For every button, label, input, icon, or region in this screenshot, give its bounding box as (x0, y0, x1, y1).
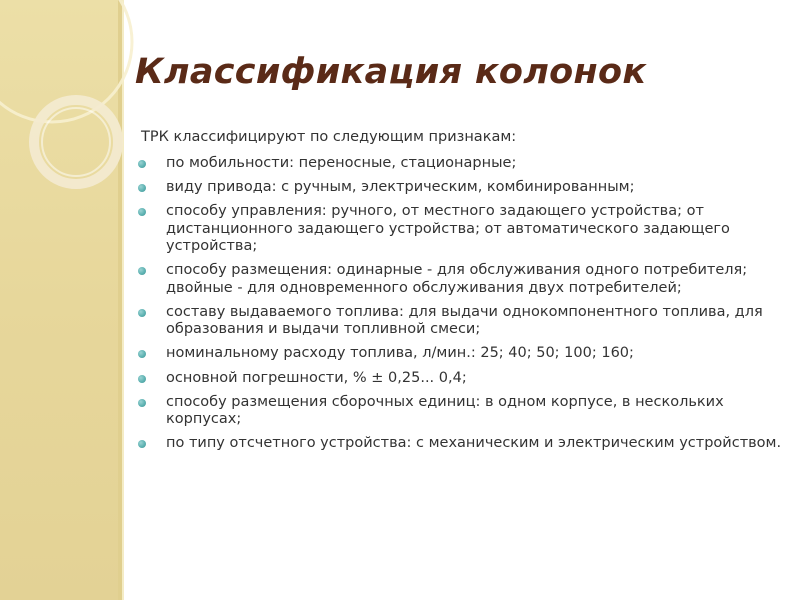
list-item-text: способу размещения: одинарные - для обслуживания одного потребителя; двойные - для одновременного обслуживания двух потребителей; (166, 262, 748, 296)
list-item-text: номинальному расходу топлива, л/мин.: 25; 40; 50; 100; 160; (166, 345, 634, 362)
list-item (132, 203, 782, 256)
list-item-text: способу управления: ручного, от местного задающего устройства; от дистанционного задающего устройства; от автоматического задающего устройства; (166, 203, 730, 255)
list-item (132, 179, 782, 197)
slide-title: Классификация колонок (135, 52, 647, 92)
list-item-text: способу размещения сборочных единиц: в одном корпусе, в нескольких корпусах; (166, 393, 724, 428)
list-item (132, 370, 782, 388)
bullet-icon (138, 184, 146, 192)
list-item (132, 262, 782, 297)
intro-text: ТРК классифицируют по следующим признакам: (141, 129, 517, 145)
bullet-icon (138, 309, 146, 317)
list-item-text: по мобильности: переносные, стационарные; (166, 155, 517, 171)
bullet-icon (138, 399, 146, 407)
decorative-rings (0, 0, 140, 260)
list-item-text: виду привода: с ручным, электрическим, комбинированным; (166, 179, 635, 196)
list-item-text: основной погрешности, % ± 0,25... 0,4; (166, 369, 467, 386)
list-item-text: составу выдаваемого топлива: для выдачи однокомпонентного топлива, для образования и выдачи топливной смеси; (166, 303, 763, 338)
classification-list (132, 155, 782, 459)
list-item (132, 155, 782, 173)
bullet-icon (138, 350, 146, 358)
bullet-icon (138, 375, 146, 383)
bullet-icon (138, 267, 146, 275)
list-item (132, 435, 782, 453)
list-item (132, 394, 782, 429)
bullet-icon (138, 440, 146, 448)
bullet-icon (138, 208, 146, 216)
list-item (132, 304, 782, 339)
small-ring (34, 100, 118, 184)
list-item-text: по типу отсчетного устройства: с механическим и электрическим устройством. (166, 435, 782, 452)
list-item (132, 345, 782, 363)
bullet-icon (138, 160, 146, 168)
